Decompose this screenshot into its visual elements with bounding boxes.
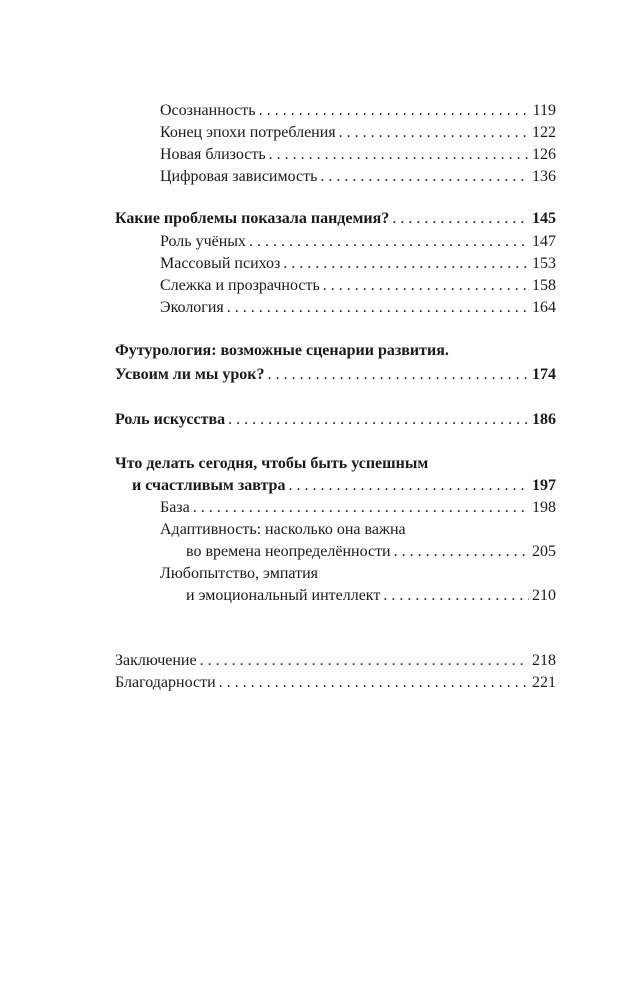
toc-page-number: 145 xyxy=(532,210,556,227)
toc-leader-dots xyxy=(228,409,529,431)
toc-chapter-futurology-line1[interactable]: Футурология: возможные сценарии развития. xyxy=(115,342,449,359)
toc-entry-label: Новая близость xyxy=(160,146,266,163)
toc-entry-conclusion[interactable] xyxy=(115,650,556,672)
toc-entry-curiosity[interactable] xyxy=(186,585,556,607)
toc-entry-adaptivity[interactable] xyxy=(186,541,556,563)
toc-page-number: 205 xyxy=(532,543,556,560)
toc-entry-acknowledgements[interactable] xyxy=(115,672,556,694)
toc-page-number: 218 xyxy=(532,652,556,669)
toc-leader-dots xyxy=(269,144,529,166)
toc-chapter-futurology[interactable] xyxy=(115,364,556,386)
toc-chapter-label: Усвоим ли мы урок? xyxy=(115,366,265,383)
toc-page-number: 174 xyxy=(532,366,556,383)
toc-page-number: 119 xyxy=(532,102,556,119)
toc-entry-adaptivity-line1[interactable]: Адаптивность: насколько она важна xyxy=(160,521,406,538)
toc-page-number: 186 xyxy=(532,411,556,428)
toc-page-number: 164 xyxy=(532,299,556,316)
toc-leader-dots xyxy=(383,585,529,607)
toc-page-number: 221 xyxy=(532,674,556,691)
toc-page-number: 153 xyxy=(532,255,556,272)
toc-leader-dots xyxy=(394,541,529,563)
toc-entry-surveillance[interactable] xyxy=(160,275,556,297)
toc-entry-label: База xyxy=(160,499,190,516)
toc-chapter-label: Какие проблемы показала пандемия? xyxy=(115,210,390,227)
toc-entry-label: во времена неопределённости xyxy=(186,543,391,560)
toc-entry-curiosity-line1[interactable]: Любопытство, эмпатия xyxy=(160,565,318,582)
toc-entry-new-intimacy[interactable] xyxy=(160,144,556,166)
toc-page-number: 210 xyxy=(532,587,556,604)
toc-leader-dots xyxy=(227,297,529,319)
toc-entry-label: Экология xyxy=(160,299,224,316)
toc-entry-label: Осознанность xyxy=(160,102,256,119)
toc-page-number: 136 xyxy=(532,168,556,185)
toc-entry-ecology[interactable] xyxy=(160,297,556,319)
toc-entry-label: Конец эпохи потребления xyxy=(160,124,336,141)
toc-leader-dots xyxy=(200,650,529,672)
toc-entry-label: Слежка и прозрачность xyxy=(160,277,320,294)
toc-page-number: 126 xyxy=(532,146,556,163)
toc-entry-digital-addiction[interactable] xyxy=(160,166,556,188)
toc-leader-dots xyxy=(283,253,529,275)
toc-entry-role-of-scientists[interactable] xyxy=(160,231,556,253)
toc-page-number: 147 xyxy=(532,233,556,250)
toc-leader-dots xyxy=(392,208,529,230)
toc-entry-base[interactable] xyxy=(160,497,556,519)
toc-entry-label: Цифровая зависимость xyxy=(160,168,318,185)
toc-page-number: 158 xyxy=(532,277,556,294)
toc-chapter-today[interactable] xyxy=(132,475,556,497)
toc-leader-dots xyxy=(249,231,529,253)
toc-page-number: 197 xyxy=(532,477,556,494)
toc-leader-dots xyxy=(267,364,529,386)
toc-entry-mass-psychosis[interactable] xyxy=(160,253,556,275)
toc-leader-dots xyxy=(288,475,529,497)
toc-chapter-label: Роль искусства xyxy=(115,411,226,428)
toc-leader-dots xyxy=(323,275,529,297)
toc-chapter-pandemic[interactable] xyxy=(115,208,556,230)
toc-page-number: 122 xyxy=(532,124,556,141)
toc-entry-mindfulness[interactable] xyxy=(160,100,556,122)
toc-chapter-label: и счастливым завтра xyxy=(132,477,286,494)
toc-chapter-today-line1[interactable]: Что делать сегодня, чтобы быть успешным xyxy=(115,455,429,472)
toc-entry-label: и эмоциональный интеллект xyxy=(186,587,381,604)
toc-page-number: 198 xyxy=(532,499,556,516)
toc-chapter-art[interactable] xyxy=(115,409,556,431)
toc-entry-end-of-consumption[interactable] xyxy=(160,122,556,144)
toc-entry-label: Роль учёных xyxy=(160,233,247,250)
toc-leader-dots xyxy=(219,672,529,694)
toc-entry-label: Благодарности xyxy=(115,674,216,691)
toc-leader-dots xyxy=(193,497,529,519)
toc-leader-dots xyxy=(320,166,529,188)
toc-leader-dots xyxy=(259,100,530,122)
toc-entry-label: Массовый психоз xyxy=(160,255,281,272)
toc-entry-label: Заключение xyxy=(115,652,197,669)
toc-leader-dots xyxy=(339,122,529,144)
